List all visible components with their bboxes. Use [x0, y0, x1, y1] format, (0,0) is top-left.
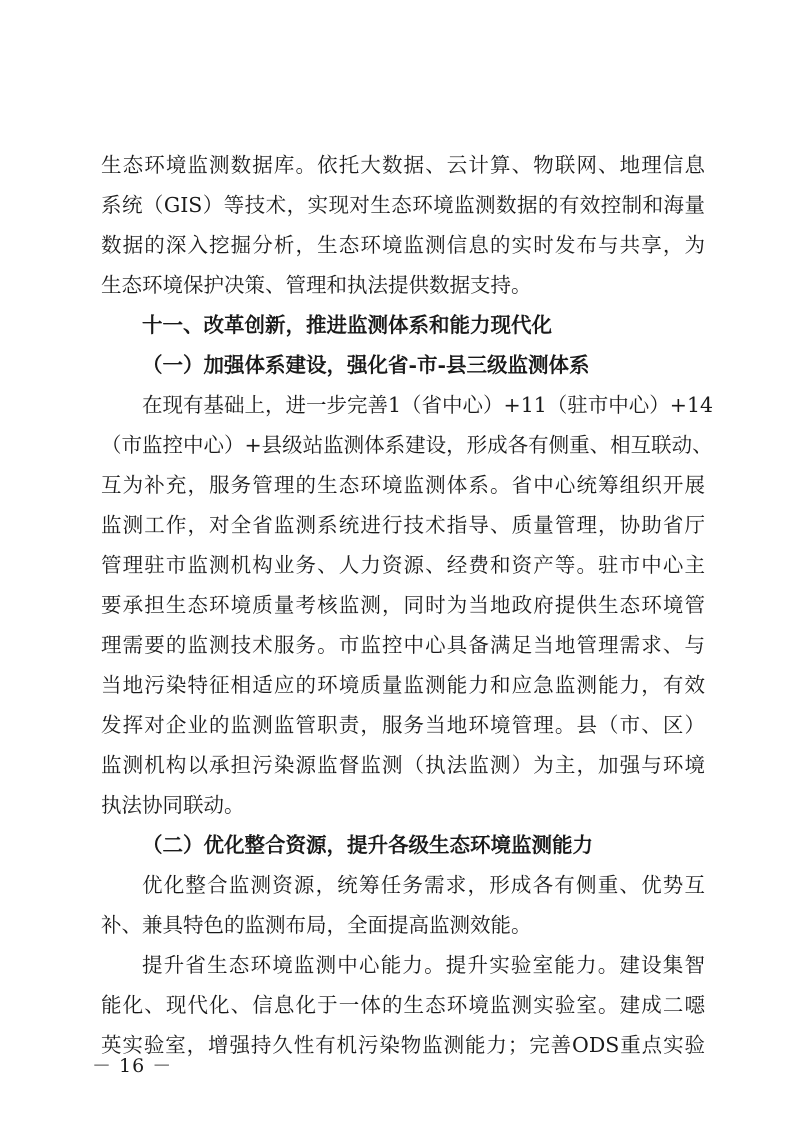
text-line: 监测机构以承担污染源监督监测（执法监测）为主，加强与环境 [101, 753, 705, 777]
text-line: 执法协同联动。 [101, 793, 245, 817]
text-line: 发挥对企业的监测监管职责，服务当地环境管理。县（市、区） [101, 713, 705, 737]
text-line: 理需要的监测技术服务。市监控中心具备满足当地管理需求、与 [101, 633, 705, 657]
text-line: 在现有基础上，进一步完善1（省中心）+11（驻市中心）+14 [142, 393, 714, 417]
text-line: 生态环境监测数据库。依托大数据、云计算、物联网、地理信息 [101, 153, 705, 177]
text-line: 要承担生态环境质量考核监测，同时为当地政府提供生态环境管 [101, 593, 705, 617]
text-line: 当地污染特征相适应的环境质量监测能力和应急监测能力，有效 [101, 673, 705, 697]
text-line: 生态环境保护决策、管理和执法提供数据支持。 [101, 273, 532, 297]
page-number: － 16 － [92, 1055, 173, 1077]
text-line: 管理驻市监测机构业务、人力资源、经费和资产等。驻市中心主 [101, 553, 705, 577]
text-line: 提升省生态环境监测中心能力。提升实验室能力。建设集智 [142, 953, 705, 977]
text-line: 英实验室，增强持久性有机污染物监测能力；完善ODS重点实验 [101, 1033, 705, 1057]
text-line: 互为补充，服务管理的生态环境监测体系。省中心统筹组织开展 [101, 473, 705, 497]
text-line: 监测工作，对全省监测系统进行技术指导、质量管理，协助省厅 [101, 513, 705, 537]
text-line: 系统（GIS）等技术，实现对生态环境监测数据的有效控制和海量 [101, 193, 705, 217]
subsection-heading: （二）优化整合资源，提升各级生态环境监测能力 [142, 833, 593, 857]
text-line: （市监控中心）+县级站监测体系建设，形成各有侧重、相互联动、 [101, 433, 713, 457]
text-line: 能化、现代化、信息化于一体的生态环境监测实验室。建成二噁 [101, 993, 705, 1017]
text-line: 补、兼具特色的监测布局，全面提高监测效能。 [101, 913, 532, 937]
text-line: 优化整合监测资源，统筹任务需求，形成各有侧重、优势互 [142, 873, 705, 897]
subsection-heading: （一）加强体系建设，强化省-市-县三级监测体系 [142, 353, 590, 377]
section-heading: 十一、改革创新，推进监测体系和能力现代化 [142, 313, 552, 337]
text-line: 数据的深入挖掘分析，生态环境监测信息的实时发布与共享，为 [101, 233, 705, 257]
